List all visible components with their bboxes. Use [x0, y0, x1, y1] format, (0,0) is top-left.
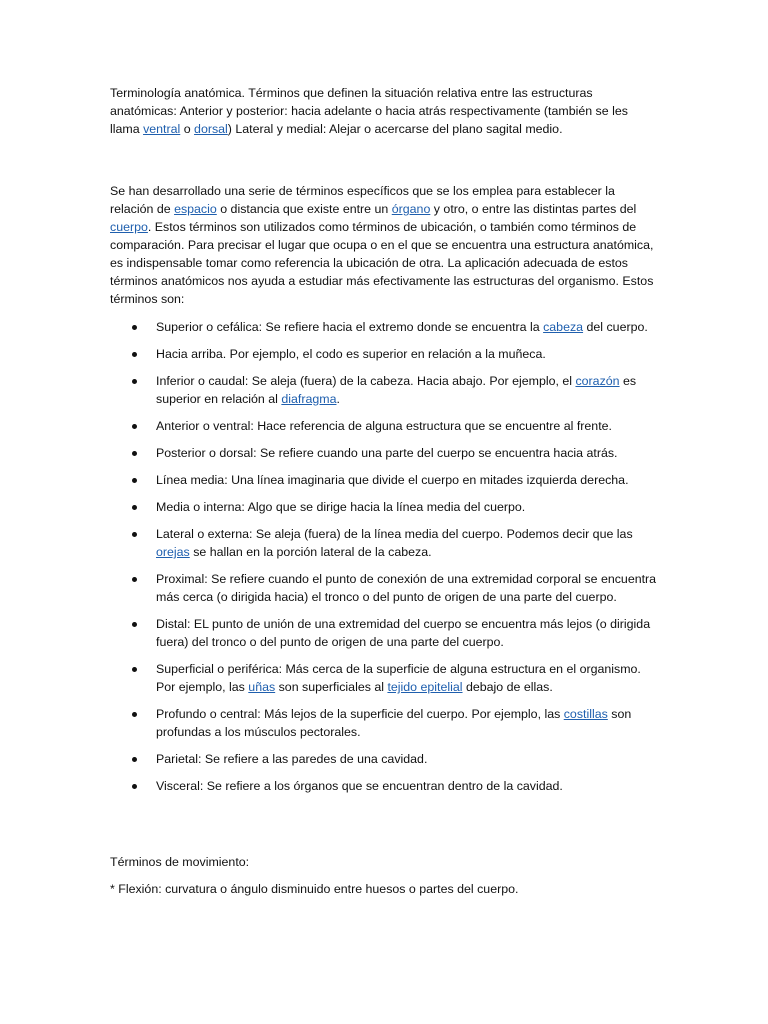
flexion-item: * Flexión: curvatura o ángulo disminuido entre huesos o partes del cuerpo.	[110, 882, 519, 896]
bullet-icon	[132, 325, 137, 330]
link-cabeza[interactable]: cabeza	[543, 320, 584, 334]
text-run: . Estos términos son utilizados como términos de ubicación, o también como términos de comparación. Para precisar el lugar que ocupa o en el que se encuentra una estructura anatómica, es indispensable tomar como referencia la ubicación de otra. La aplicación adecuada de estos términos anatómicos nos ayuda a estudiar más efectivamente las estructuras del organismo. Estos términos son:	[110, 220, 654, 306]
list-item	[110, 345, 660, 363]
link-dorsal[interactable]: dorsal	[194, 122, 228, 136]
bullet-icon	[132, 352, 137, 357]
document-page	[110, 84, 660, 898]
text-run: Parietal: Se refiere a las paredes de una cavidad.	[156, 752, 428, 766]
link-unas[interactable]: uñas	[248, 680, 276, 694]
list-item	[110, 417, 660, 435]
list-item	[110, 615, 660, 651]
list-item	[110, 372, 660, 408]
list-item	[110, 705, 660, 741]
bullet-icon	[132, 451, 137, 456]
text-run: Lateral o externa: Se aleja (fuera) de la línea media del cuerpo. Podemos decir que las	[156, 527, 633, 541]
list-item	[110, 444, 660, 462]
bullet-icon	[132, 424, 137, 429]
intro-paragraph	[110, 84, 660, 138]
text-run: Profundo o central: Más lejos de la superficie del cuerpo. Por ejemplo, las	[156, 707, 564, 721]
text-run: Hacia arriba. Por ejemplo, el codo es superior en relación a la muñeca.	[156, 347, 546, 361]
list-item	[110, 570, 660, 606]
text-run: Inferior o caudal: Se aleja (fuera) de la cabeza. Hacia abajo. Por ejemplo, el	[156, 374, 576, 388]
bullet-icon	[132, 379, 137, 384]
link-tejido-epitelial[interactable]: tejido epitelial	[387, 680, 463, 694]
text-run: Línea media: Una línea imaginaria que divide el cuerpo en mitades izquierda derecha.	[156, 473, 629, 487]
bullet-icon	[132, 532, 137, 537]
bullet-icon	[132, 712, 137, 717]
link-diafragma[interactable]: diafragma	[281, 392, 337, 406]
text-run: Superficial o periférica: Más cerca de la superficie de alguna estructura en el organismo. Por ejemplo, las	[156, 662, 641, 694]
text-run: o	[180, 122, 195, 136]
list-item	[110, 660, 660, 696]
list-item	[110, 471, 660, 489]
movement-heading: Términos de movimiento:	[110, 855, 250, 869]
text-run: son profundas a los músculos pectorales.	[156, 707, 632, 739]
bullet-icon	[132, 622, 137, 627]
bullet-icon	[132, 667, 137, 672]
list-item	[110, 777, 660, 795]
text-run: .	[336, 392, 340, 406]
text-run: del cuerpo.	[583, 320, 648, 334]
text-run: debajo de ellas.	[462, 680, 553, 694]
body-paragraph	[110, 182, 660, 308]
text-run: Visceral: Se refiere a los órganos que se encuentran dentro de la cavidad.	[156, 779, 563, 793]
text-run: Anterior o ventral: Hace referencia de alguna estructura que se encuentre al frente.	[156, 419, 612, 433]
bullet-icon	[132, 757, 137, 762]
text-run: Se han desarrollado una serie de términos específicos que se los emplea para establecer la relación de	[110, 184, 615, 216]
text-run: Posterior o dorsal: Se refiere cuando una parte del cuerpo se encuentra hacia atrás.	[156, 446, 618, 460]
list-item	[110, 525, 660, 561]
bullet-icon	[132, 505, 137, 510]
text-run: ) Lateral y medial: Alejar o acercarse del plano sagital medio.	[227, 122, 563, 136]
text-run: Proximal: Se refiere cuando el punto de conexión de una extremidad corporal se encuentra más cerca (o dirigida hacia) el tronco o del punto de origen de una parte del cuerpo.	[156, 572, 657, 604]
text-run: Terminología anatómica. Términos que definen la situación relativa entre las estructuras anatómicas: Anterior y posterior: hacia adelante o hacia atrás respectivamente (también se les llama	[110, 86, 628, 136]
link-costillas[interactable]: costillas	[563, 707, 608, 721]
text-run: es superior en relación al	[156, 374, 637, 406]
link-ventral[interactable]: ventral	[143, 122, 181, 136]
link-orejas[interactable]: orejas	[156, 545, 190, 559]
text-run: Media o interna: Algo que se dirige hacia la línea media del cuerpo.	[156, 500, 526, 514]
text-run: se hallan en la porción lateral de la cabeza.	[189, 545, 432, 559]
list-item	[110, 318, 660, 336]
link-espacio[interactable]: espacio	[174, 202, 217, 216]
link-organo[interactable]: órgano	[391, 202, 431, 216]
link-cuerpo[interactable]: cuerpo	[110, 220, 148, 234]
text-run: Superior o cefálica: Se refiere hacia el extremo donde se encuentra la	[156, 320, 544, 334]
text-run: y otro, o entre las distintas partes del	[430, 202, 637, 216]
text-run: Distal: EL punto de unión de una extremidad del cuerpo se encuentra más lejos (o dirigida fuera) del tronco o del punto de origen de una parte del cuerpo.	[156, 617, 651, 649]
text-run: son superficiales al	[275, 680, 388, 694]
terms-list	[110, 318, 660, 795]
list-item	[110, 498, 660, 516]
bullet-icon	[132, 478, 137, 483]
text-run: o distancia que existe entre un	[216, 202, 392, 216]
link-corazon[interactable]: corazón	[575, 374, 620, 388]
bullet-icon	[132, 577, 137, 582]
bullet-icon	[132, 784, 137, 789]
list-item	[110, 750, 660, 768]
